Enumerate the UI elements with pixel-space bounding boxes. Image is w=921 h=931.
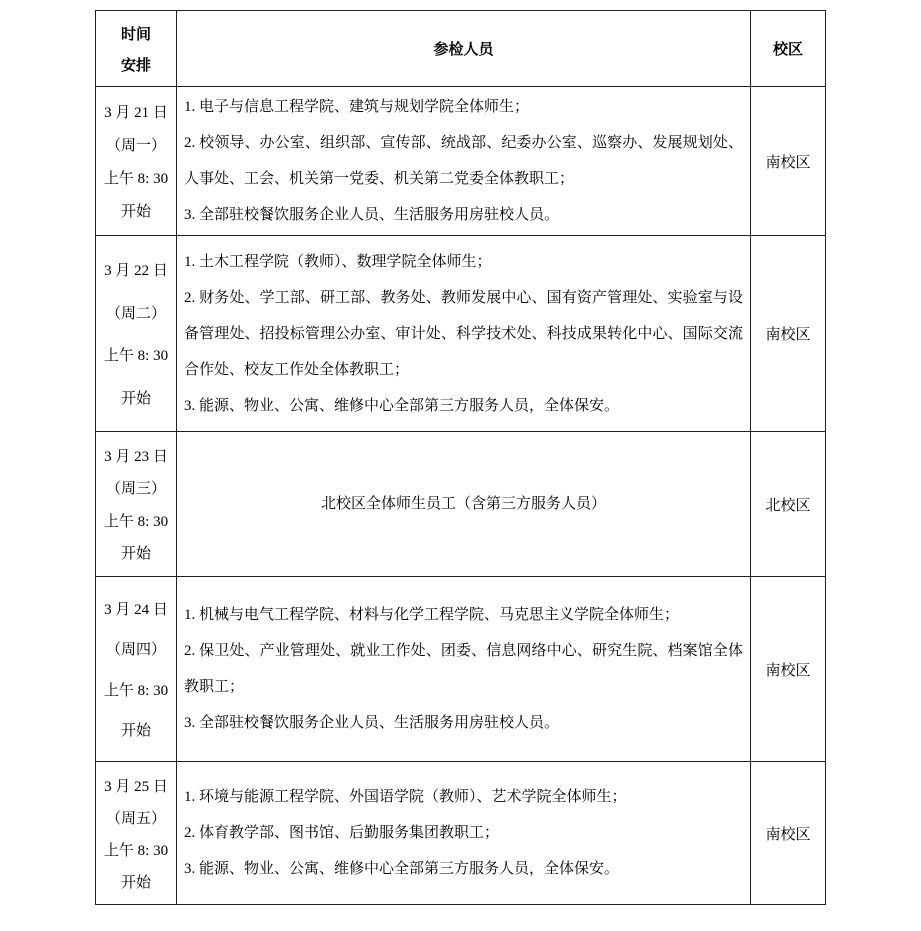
personnel-item: 1. 机械与电气工程学院、材料与化学工程学院、马克思主义学院全体师生； [184, 607, 680, 623]
personnel-item: 1. 土木工程学院（教师）、数理学院全体师生； [184, 253, 492, 270]
table-row [96, 87, 826, 236]
row-start: 开始 [120, 390, 151, 407]
time-cell [96, 762, 177, 905]
personnel-item: 2. 财务处、学工部、研工部、教务处、教师发展中心、国有资产管理处、实验室与设备管理处、招投标管理公办室、审计处、科学技术处、科技成果转化中心、国际交流合作处、校友工作处全体教职工； [184, 289, 743, 378]
row-weekday: （周一） [105, 137, 166, 154]
personnel-item: 1. 环境与能源工程学院、外国语学院（教师）、艺术学院全体师生； [184, 789, 627, 805]
row-time: 上午 8: 30 [103, 682, 169, 699]
time-wrap [96, 764, 176, 903]
row-weekday: （周四） [105, 642, 166, 659]
header-row [96, 11, 826, 87]
header-campus: 校区 [751, 11, 826, 87]
time-wrap [96, 238, 176, 430]
row-date: 3 月 25 日 [104, 778, 168, 795]
personnel-item: 1. 电子与信息工程学院、建筑与规划学院全体师生； [184, 99, 530, 115]
row-time: 上午 8: 30 [103, 171, 169, 188]
row-start: 开始 [120, 204, 151, 221]
row-weekday: （周三） [105, 481, 166, 498]
row-weekday: （周五） [105, 810, 166, 827]
campus-cell: 南校区 [751, 762, 826, 905]
personnel-cell [177, 432, 751, 577]
personnel-item: 3. 能源、物业、公寓、维修中心全部第三方服务人员，全体保安。 [184, 397, 620, 414]
campus-cell: 南校区 [751, 236, 826, 432]
campus-cell: 南校区 [751, 87, 826, 236]
row-time: 上午 8: 30 [103, 513, 169, 530]
header-time [96, 11, 177, 87]
personnel-cell [177, 762, 751, 905]
time-cell [96, 236, 177, 432]
personnel-cell [177, 236, 751, 432]
time-cell [96, 577, 177, 762]
row-weekday: （周二） [105, 305, 166, 322]
personnel-item: 2. 体育教学部、图书馆、后勤服务集团教职工； [184, 825, 500, 841]
row-start: 开始 [120, 723, 151, 740]
time-wrap [96, 89, 176, 234]
personnel-item: 3. 全部驻校餐饮服务企业人员、生活服务用房驻校人员。 [184, 207, 560, 223]
time-wrap [96, 434, 176, 575]
row-date: 3 月 23 日 [104, 448, 168, 465]
personnel-item: 北校区全体师生员工（含第三方服务人员） [320, 496, 606, 512]
time-cell [96, 432, 177, 577]
table-row [96, 577, 826, 762]
row-time: 上午 8: 30 [103, 842, 169, 859]
personnel-cell [177, 87, 751, 236]
personnel-cell [177, 577, 751, 762]
personnel-item: 3. 全部驻校餐饮服务企业人员、生活服务用房驻校人员。 [184, 715, 560, 731]
table-row [96, 762, 826, 905]
row-date: 3 月 22 日 [104, 263, 168, 280]
header-personnel: 参检人员 [177, 11, 751, 87]
table-row [96, 236, 826, 432]
row-start: 开始 [120, 874, 151, 891]
row-time: 上午 8: 30 [103, 348, 169, 365]
campus-cell: 南校区 [751, 577, 826, 762]
schedule-table [95, 10, 826, 905]
personnel-item: 2. 校领导、办公室、组织部、宣传部、统战部、纪委办公室、巡察办、发展规划处、人事处、工会、机关第一党委、机关第二党委全体教职工； [184, 135, 743, 187]
personnel-item: 3. 能源、物业、公寓、维修中心全部第三方服务人员，全体保安。 [184, 861, 620, 877]
row-date: 3 月 21 日 [104, 104, 168, 121]
header-time-line2: 安排 [120, 57, 151, 74]
time-cell [96, 87, 177, 236]
row-date: 3 月 24 日 [104, 601, 168, 618]
personnel-item: 2. 保卫处、产业管理处、就业工作处、团委、信息网络中心、研究生院、档案馆全体教职工； [184, 643, 743, 695]
header-time-line1: 时间 [120, 26, 151, 43]
time-wrap [96, 579, 176, 760]
row-start: 开始 [120, 546, 151, 563]
campus-cell: 北校区 [751, 432, 826, 577]
table-row [96, 432, 826, 577]
header-time-wrap [96, 13, 176, 85]
